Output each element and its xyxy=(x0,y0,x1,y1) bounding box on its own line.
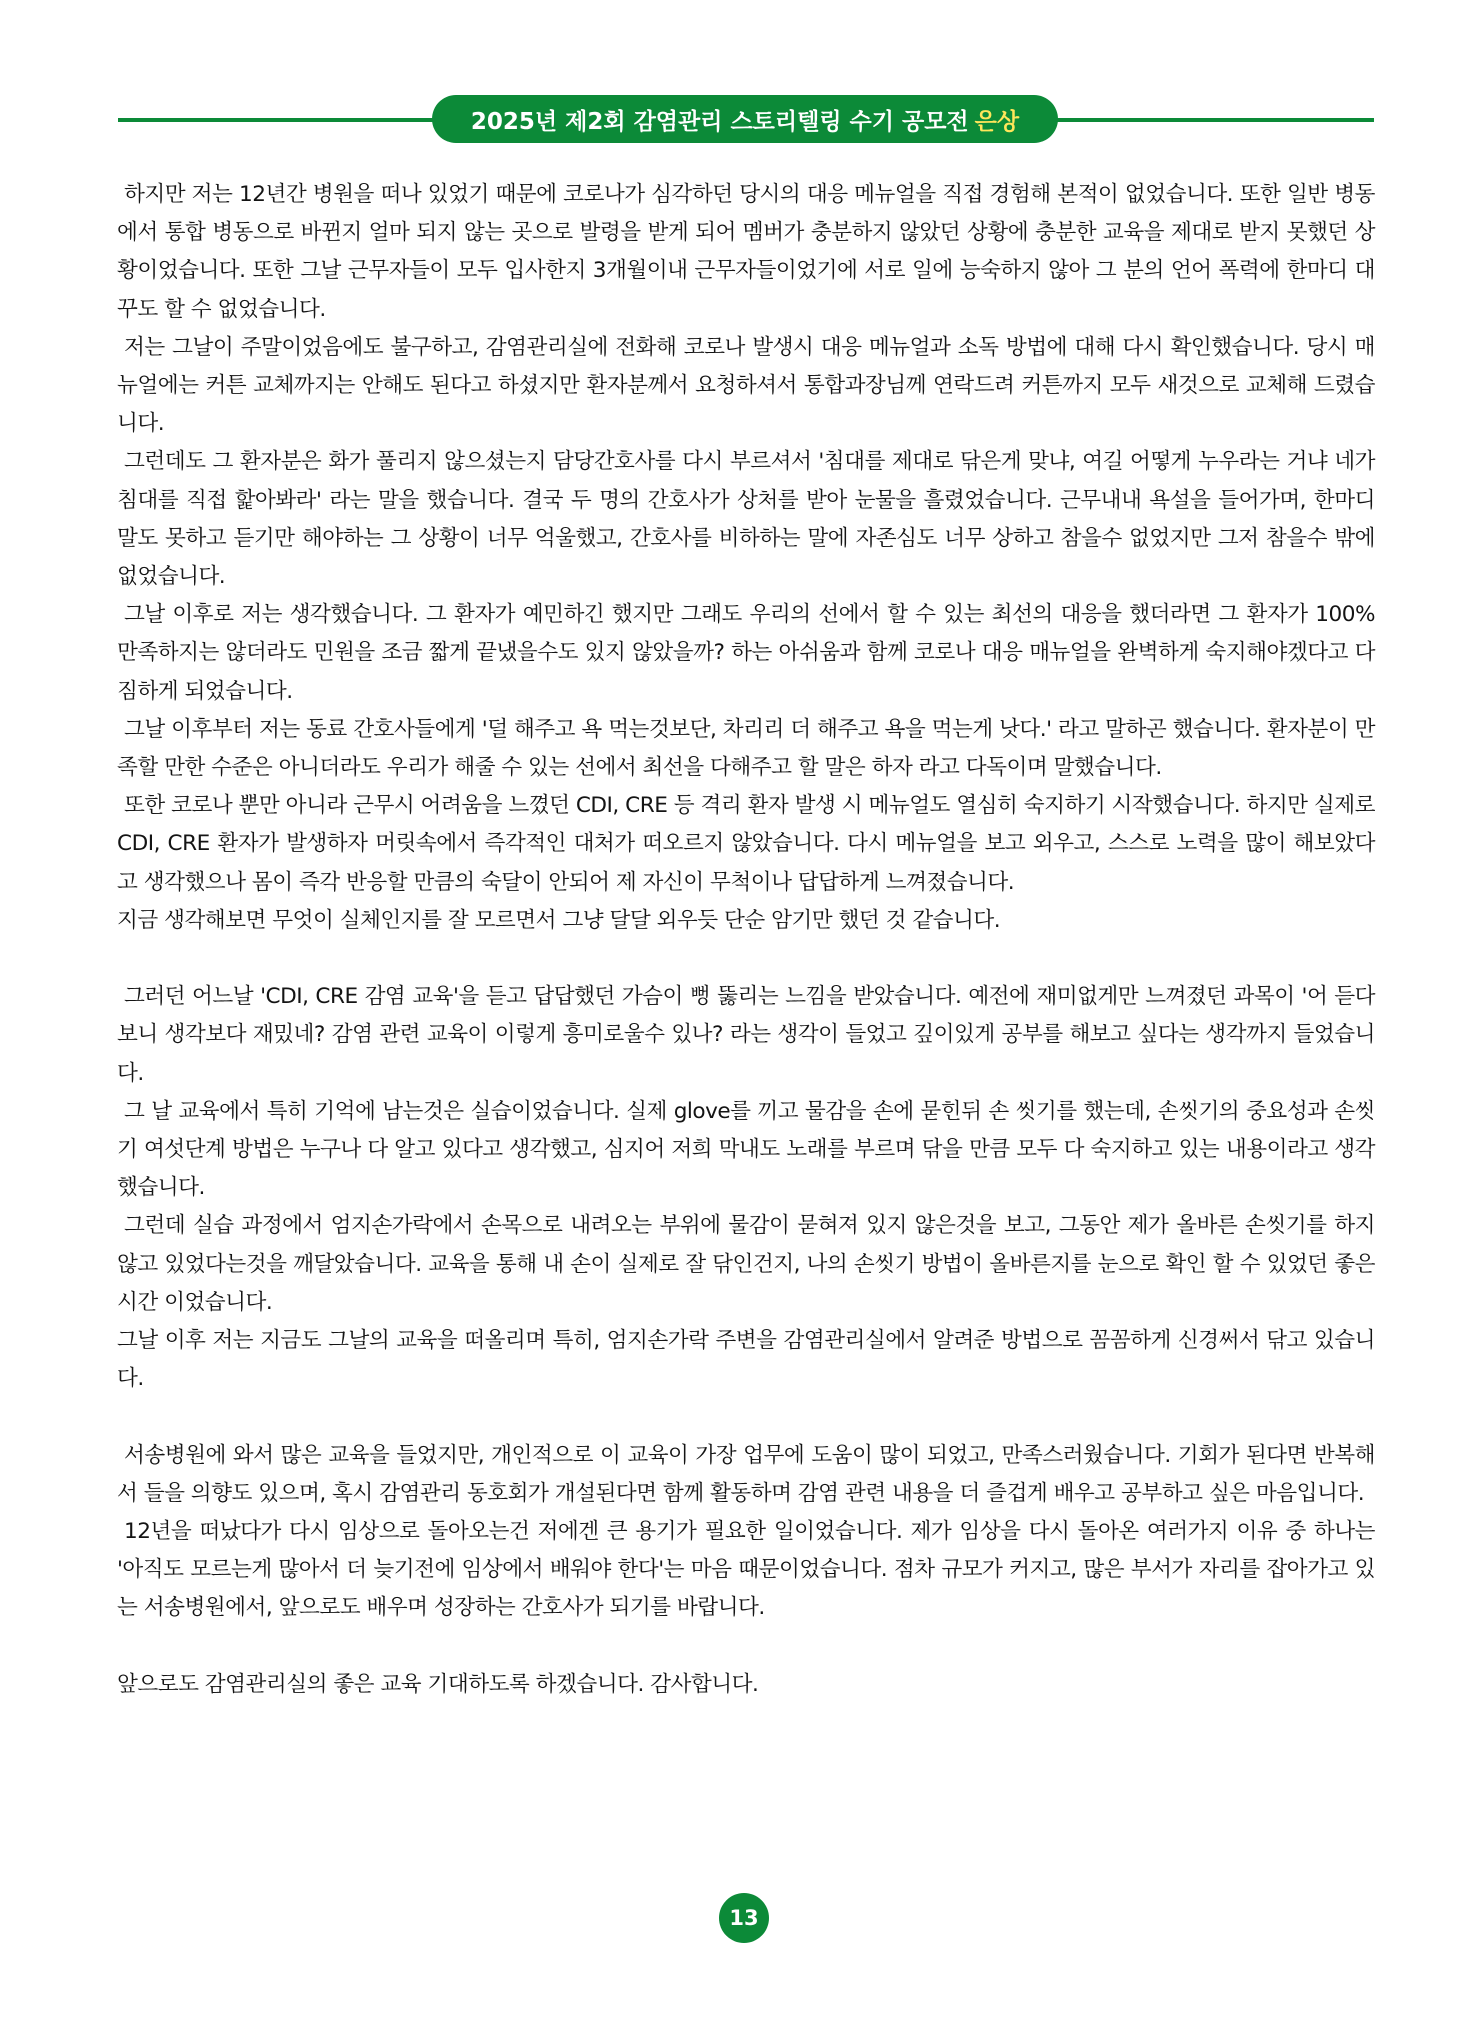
paragraph: 그런데도 그 환자분은 화가 풀리지 않으셨는지 담당간호사를 다시 부르셔서 '침대를 제대로 닦은게 맞냐, 여길 어떻게 누우라는 거냐 네가 침대를 직접 핥아봐라' 라는 말을 했습니다. 결국 두 명의 간호사가 상처를 받아 눈물을 흘렸었습니다. 근무내내 욕설을 들어가며, 한마디 말도 못하고 듣기만 해야하는 그 상황이 너무 억울했고, 간호사를 비하하는 말에 자존심도 너무 상하고 참을수 없었지만 그저 참을수 밖에 없었습니다. xyxy=(117,449,1375,590)
paragraph: 그날 이후 저는 지금도 그날의 교육을 떠올리며 특히, 엄지손가락 주변을 감염관리실에서 알려준 방법으로 꼼꼼하게 신경써서 닦고 있습니다. xyxy=(117,1328,1375,1392)
paragraph: 저는 그날이 주말이었음에도 불구하고, 감염관리실에 전화해 코로나 발생시 대응 메뉴얼과 소독 방법에 대해 다시 확인했습니다. 당시 매뉴얼에는 커튼 교체까지는 안해도 된다고 하셨지만 환자분께서 요청하셔서 통합과장님께 연락드려 커튼까지 모두 새것으로 교체해 드렸습니다. xyxy=(117,334,1375,437)
paragraph: 지금 생각해보면 무엇이 실체인지를 잘 모르면서 그냥 달달 외우듯 단순 암기만 했던 것 같습니다. xyxy=(117,907,1001,933)
paragraph: 12년을 떠났다가 다시 임상으로 돌아오는건 저에겐 큰 용기가 필요한 일이었습니다. 제가 임상을 다시 돌아온 여러가지 이유 중 하나는 '아직도 모르는게 많아서 더 늦기전에 임상에서 배워야 한다'는 마음 때문이었습니다. 점차 규모가 커지고, 많은 부서가 자리를 잡아가고 있는 서송병원에서, 앞으로도 배우며 성장하는 간호사가 되기를 바랍니다. xyxy=(117,1519,1375,1621)
paragraph: 그러던 어느날 'CDI, CRE 감염 교육'을 듣고 답답했던 가슴이 뻥 뚫리는 느낌을 받았습니다. 예전에 재미없게만 느껴졌던 과목이 '어 듣다보니 생각보다 재밌네? 감염 관련 교육이 이렇게 흥미로울수 있나? 라는 생각이 들었고 깊이있게 공부를 해보고 싶다는 생각까지 들었습니다. xyxy=(117,984,1375,1086)
paragraph-spacer xyxy=(117,1628,1375,1666)
paragraph: 앞으로도 감염관리실의 좋은 교육 기대하도록 하겠습니다. 감사합니다. xyxy=(117,1671,759,1697)
header-banner xyxy=(432,95,1058,143)
paragraph-spacer xyxy=(117,940,1375,978)
paragraph: 서송병원에 와서 많은 교육을 들었지만, 개인적으로 이 교육이 가장 업무에 도움이 많이 되었고, 만족스러웠습니다. 기회가 된다면 반복해서 들을 의향도 있으며, 혹시 감염관리 동호회가 개설된다면 함께 활동하며 감염 관련 내용을 더 즐겁게 배우고 공부하고 싶은 마음입니다. xyxy=(117,1442,1375,1506)
award-label: 은상 xyxy=(974,108,1020,135)
paragraph: 그날 이후로 저는 생각했습니다. 그 환자가 예민하긴 했지만 그래도 우리의 선에서 할 수 있는 최선의 대응을 했더라면 그 환자가 100% 만족하지는 않더라도 민원을 조금 짧게 끝냈을수도 있지 않았을까? 하는 아쉬움과 함께 코로나 대응 매뉴얼을 완벽하게 숙지해야겠다고 다짐하게 되었습니다. xyxy=(117,602,1375,704)
paragraph-spacer xyxy=(117,1398,1375,1436)
paragraph: 그런데 실습 과정에서 엄지손가락에서 손목으로 내려오는 부위에 물감이 묻혀져 있지 않은것을 보고, 그동안 제가 올바른 손씻기를 하지 않고 있었다는것을 깨달았습니다. 교육을 통해 내 손이 실제로 잘 닦인건지, 나의 손씻기 방법이 올바른지를 눈으로 확인 할 수 있었던 좋은 시간 이었습니다. xyxy=(117,1213,1375,1315)
paragraph: 또한 코로나 뿐만 아니라 근무시 어려움을 느꼈던 CDI, CRE 등 격리 환자 발생 시 메뉴얼도 열심히 숙지하기 시작했습니다. 하지만 실제로 CDI, CRE 환자가 발생하자 머릿속에서 즉각적인 대처가 떠오르지 않았습니다. 다시 메뉴얼을 보고 외우고, 스스로 노력을 많이 해보았다고 생각했으나 몸이 즉각 반응할 만큼의 숙달이 안되어 제 자신이 무척이나 답답하게 느껴졌습니다. xyxy=(117,793,1375,895)
essay-body xyxy=(117,176,1375,1704)
page-number: 13 xyxy=(719,1893,769,1943)
paragraph: 그날 이후부터 저는 동료 간호사들에게 '덜 해주고 욕 먹는것보단, 차리리 더 해주고 욕을 먹는게 낫다.' 라고 말하곤 했습니다. 환자분이 만족할 만한 수준은 아니더라도 우리가 해줄 수 있는 선에서 최선을 다해주고 할 말은 하자 라고 다독이며 말했습니다. xyxy=(117,716,1375,781)
paragraph: 그 날 교육에서 특히 기억에 남는것은 실습이었습니다. 실제 glove를 끼고 물감을 손에 묻힌뒤 손 씻기를 했는데, 손씻기의 중요성과 손씻기 여섯단계 방법은 누구나 다 알고 있다고 생각했고, 심지어 저희 막내도 노래를 부르며 닦을 만큼 모두 다 숙지하고 있는 내용이라고 생각했습니다. xyxy=(117,1098,1375,1201)
paragraph: 하지만 저는 12년간 병원을 떠나 있었기 때문에 코로나가 심각하던 당시의 대응 메뉴얼을 직접 경험해 본적이 없었습니다. 또한 일반 병동에서 통합 병동으로 바뀐지 얼마 되지 않는 곳으로 발령을 받게 되어 멤버가 충분하지 않았던 상황에 충분한 교육을 제대로 받지 못했던 상황이었습니다. 또한 그날 근무자들이 모두 입사한지 3개월이내 근무자들이었기에 서로 일에 능숙하지 않아 그 분의 언어 폭력에 한마디 대꾸도 할 수 없었습니다. xyxy=(117,182,1375,322)
header-title: 2025년 제2회 감염관리 스토리텔링 수기 공모전 xyxy=(470,108,969,135)
